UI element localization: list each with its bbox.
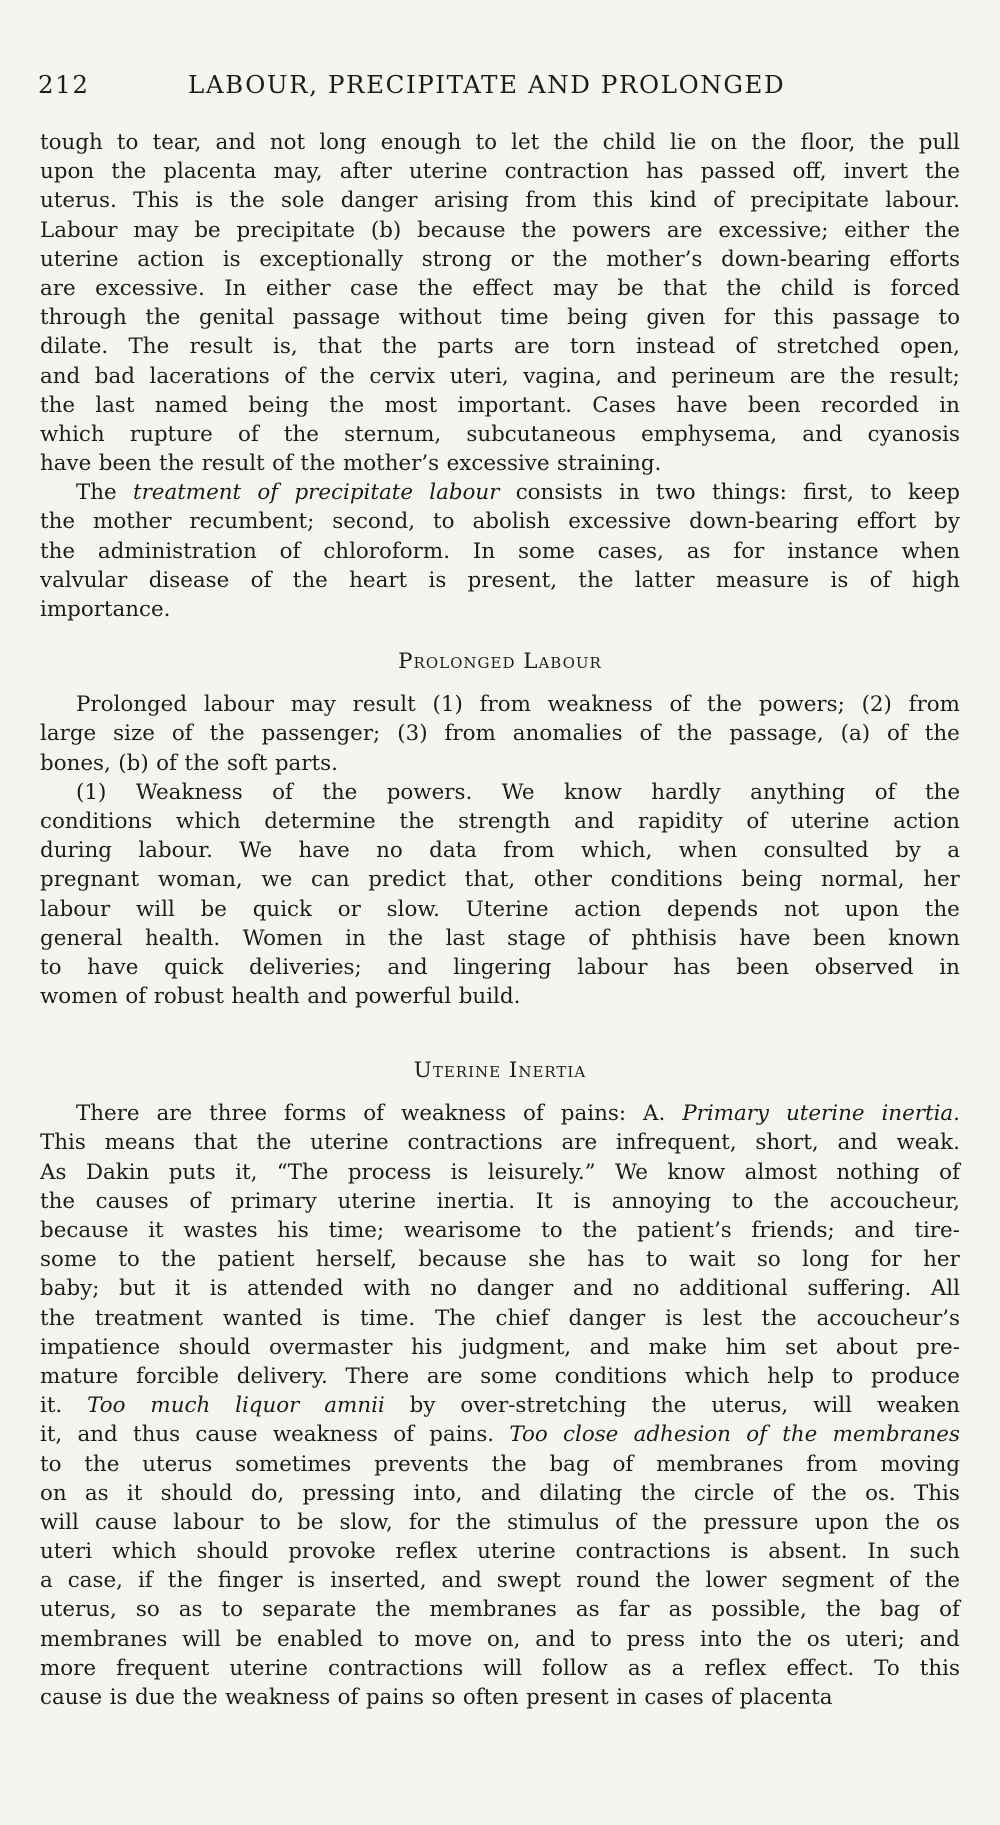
text-line: baby; but it is attended with no danger and no additional suffering. All — [40, 1276, 960, 1302]
text-line: bones, (b) of the soft parts. — [40, 750, 338, 776]
paragraph — [40, 128, 960, 478]
text-line: because it wastes his time; wearisome to the patient’s friends; and tire- — [40, 1218, 960, 1243]
text-line: large size of the passenger; (3) from anomalies of the passage, (a) of the — [40, 721, 960, 747]
paragraph — [40, 1099, 960, 1712]
text-line: Prolonged labour may result (1) from weakness of the powers; (2) from — [76, 692, 960, 718]
text-line: conditions which determine the strength and rapidity of uterine action — [40, 808, 960, 834]
text-line: The treatment of precipitate labour consists in two things: first, to keep — [76, 480, 960, 506]
page-body — [40, 128, 960, 1712]
text-line: the causes of primary uterine inertia. It is annoying to the accoucheur, — [40, 1188, 960, 1214]
text-line: importance. — [40, 597, 171, 622]
text-line: uterine action is exceptionally strong or the mother’s down-bearing efforts — [40, 246, 960, 272]
text-line: upon the placenta may, after uterine contraction has passed off, invert the — [40, 159, 960, 185]
section-heading: Uterine Inertia — [413, 1058, 587, 1084]
text-line: have been the result of the mother’s excessive straining. — [40, 451, 662, 477]
section-heading: Prolonged Labour — [398, 649, 602, 675]
page-header — [38, 70, 958, 102]
text-line: it. Too much liquor amnii by over-stretching the uterus, will weaken — [40, 1393, 960, 1419]
text-line: and bad lacerations of the cervix uteri, vagina, and perineum are the result; — [40, 363, 960, 389]
text-line: which rupture of the sternum, subcutaneous emphysema, and cyanosis — [40, 421, 960, 447]
text-line: during labour. We have no data from which, when consulted by a — [40, 838, 960, 864]
text-line: the mother recumbent; second, to abolish excessive down-bearing effort by — [40, 509, 960, 535]
text-line: mature forcible delivery. There are some conditions which help to produce — [40, 1363, 960, 1389]
text-line: uterus, so as to separate the membranes as far as possible, the bag of — [40, 1597, 960, 1623]
text-line: Labour may be precipitate (b) because the powers are excessive; either the — [40, 217, 960, 243]
text-line: women of robust health and powerful build. — [40, 984, 521, 1010]
text-line: cause is due the weakness of pains so often present in cases of placenta — [40, 1685, 833, 1710]
text-line: labour will be quick or slow. Uterine action depends not upon the — [40, 896, 960, 922]
paragraph — [40, 478, 960, 624]
text-line: tough to tear, and not long enough to let the child lie on the floor, the pull — [40, 130, 960, 155]
text-line: through the genital passage without time being given for this passage to — [40, 305, 960, 331]
text-line: the administration of chloroform. In some cases, as for instance when — [40, 538, 960, 564]
text-line: more frequent uterine contractions will follow as a reflex effect. To this — [40, 1655, 960, 1681]
text-line: pregnant woman, we can predict that, other conditions being normal, her — [40, 867, 960, 893]
text-line: on as it should do, pressing into, and dilating the circle of the os. This — [40, 1480, 960, 1506]
text-line: to the uterus sometimes prevents the bag of membranes from moving — [40, 1451, 960, 1477]
text-line: it, and thus cause weakness of pains. Too close adhesion of the membranes — [40, 1422, 960, 1448]
page-number: 212 — [38, 70, 90, 99]
running-title: LABOUR, PRECIPITATE AND PROLONGED — [188, 70, 786, 99]
text-line: impatience should overmaster his judgment, and make him set about pre- — [40, 1334, 960, 1360]
text-line: As Dakin puts it, “The process is leisurely.” We know almost nothing of — [40, 1159, 960, 1185]
text-line: membranes will be enabled to move on, and to press into the os uteri; and — [40, 1626, 960, 1652]
text-line: general health. Women in the last stage of phthisis have been known — [40, 925, 960, 951]
text-line: (1) Weakness of the powers. We know hardly anything of the — [76, 779, 960, 805]
text-line: There are three forms of weakness of pains: A. Primary uterine inertia. — [76, 1101, 960, 1127]
text-line: will cause labour to be slow, for the stimulus of the pressure upon the os — [40, 1509, 960, 1535]
text-line: a case, if the finger is inserted, and swept round the lower segment of the — [40, 1568, 960, 1594]
text-line: uteri which should provoke reflex uterine contractions is absent. In such — [40, 1539, 960, 1565]
paragraph — [40, 690, 960, 778]
text-line: uterus. This is the sole danger arising from this kind of precipitate labour. — [40, 188, 960, 214]
text-line: valvular disease of the heart is present, the latter measure is of high — [40, 567, 960, 593]
text-line: the treatment wanted is time. The chief danger is lest the accoucheur’s — [40, 1305, 960, 1331]
text-line: to have quick deliveries; and lingering labour has been observed in — [40, 954, 960, 980]
text-line: This means that the uterine contractions are infrequent, short, and weak. — [40, 1130, 960, 1156]
text-line: the last named being the most important. Cases have been recorded in — [40, 392, 960, 418]
text-line: some to the patient herself, because she has to wait so long for her — [40, 1247, 960, 1273]
text-line: dilate. The result is, that the parts are torn instead of stretched open, — [40, 334, 960, 360]
text-line: are excessive. In either case the effect may be that the child is forced — [40, 275, 960, 301]
paragraph — [40, 778, 960, 1012]
